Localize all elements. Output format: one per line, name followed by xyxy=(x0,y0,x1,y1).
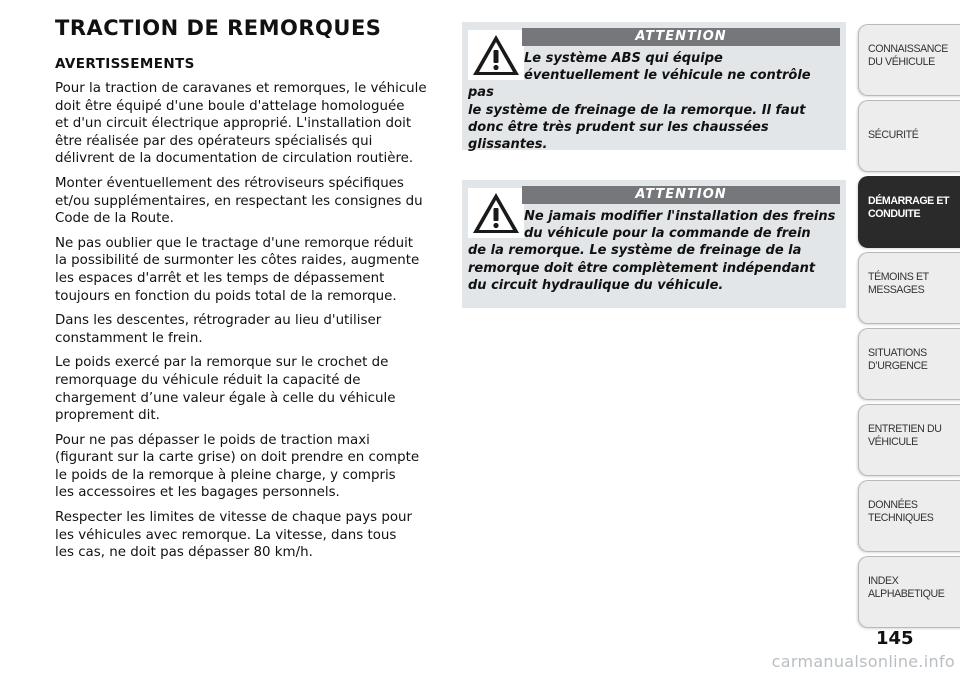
warning-text: Ne jamais modifier l'installation des freins du véhicule pour la commande de frein de la remorque. Le système de freinage de la remorque doit être complètement indépendant du circuit hydraulique du véhicule. xyxy=(468,209,836,293)
paragraph-5: Le poids exercé par la remorque sur le crochet de remorquage du véhicule réduit la capacité de chargement d’une valeur égale à celle du véhicule proprement dit. xyxy=(55,355,396,424)
tab-securite[interactable]: SÉCURITÉ xyxy=(858,100,960,172)
paragraph-3: Ne pas oublier que le tractage d'une remorque réduit la possibilité de surmonter les côtes raides, augmente les espaces d'arrêt et les temps de dépassement toujours en fonction du poids total de la remorque. xyxy=(55,235,420,304)
section-subtitle: AVERTISSEMENTS xyxy=(55,56,195,72)
paragraph-6: Pour ne pas dépasser le poids de traction maxi (figurant sur la carte grise) on doit prendre en compte le poids de la remorque à pleine charge, y compris les accessoires et les bagages personnels. xyxy=(55,432,420,501)
tab-donnees-techniques[interactable]: DONNÉES TECHNIQUES xyxy=(858,480,960,552)
tab-demarrage-et-conduite[interactable]: DÉMARRAGE ET CONDUITE xyxy=(858,176,960,248)
paragraph-2: Monter éventuellement des rétroviseurs spécifiques et/ou supplémentaires, en respectant les consignes du Code de la Route. xyxy=(55,175,423,227)
warning-banner: ATTENTION xyxy=(522,28,840,46)
watermark: carmanualsonline.info xyxy=(771,652,955,671)
warning-banner: ATTENTION xyxy=(522,186,840,204)
paragraph-4: Dans les descentes, rétrograder au lieu d'utiliser constamment le frein. xyxy=(55,313,382,346)
tab-index-alphabetique[interactable]: INDEX ALPHABETIQUE xyxy=(858,556,960,628)
warning-text: Le système ABS qui équipe éventuellement le véhicule ne contrôle pas le système de freinage de la remorque. Il faut donc être très prudent sur les chaussées glissantes. xyxy=(468,51,811,153)
tab-temoins-et-messages[interactable]: TÉMOINS ET MESSAGES xyxy=(858,252,960,324)
paragraph-1: Pour la traction de caravanes et remorques, le véhicule doit être équipé d'une boule d'attelage homologuée et d'un circuit électrique approprié. L'installation doit être réalisée par des opérateurs spécialisés qui délivrent de la documentation de circulation routière. xyxy=(55,81,427,167)
tab-situations-d-urgence[interactable]: SITUATIONS D’URGENCE xyxy=(858,328,960,400)
page-number: 145 xyxy=(876,628,914,649)
body-text xyxy=(55,80,465,569)
tab-connaissance-du-vehicule[interactable]: CONNAISSANCE DU VÉHICULE xyxy=(858,24,960,96)
page-title: TRACTION DE REMORQUES xyxy=(55,16,382,40)
paragraph-7: Respecter les limites de vitesse de chaque pays pour les véhicules avec remorque. La vitesse, dans tous les cas, ne doit pas dépasser 80 km/h. xyxy=(55,510,413,561)
warning-box-brakes xyxy=(462,180,846,308)
warning-box-abs xyxy=(462,22,846,153)
tab-entretien-du-vehicule[interactable]: ENTRETIEN DU VÉHICULE xyxy=(858,404,960,476)
